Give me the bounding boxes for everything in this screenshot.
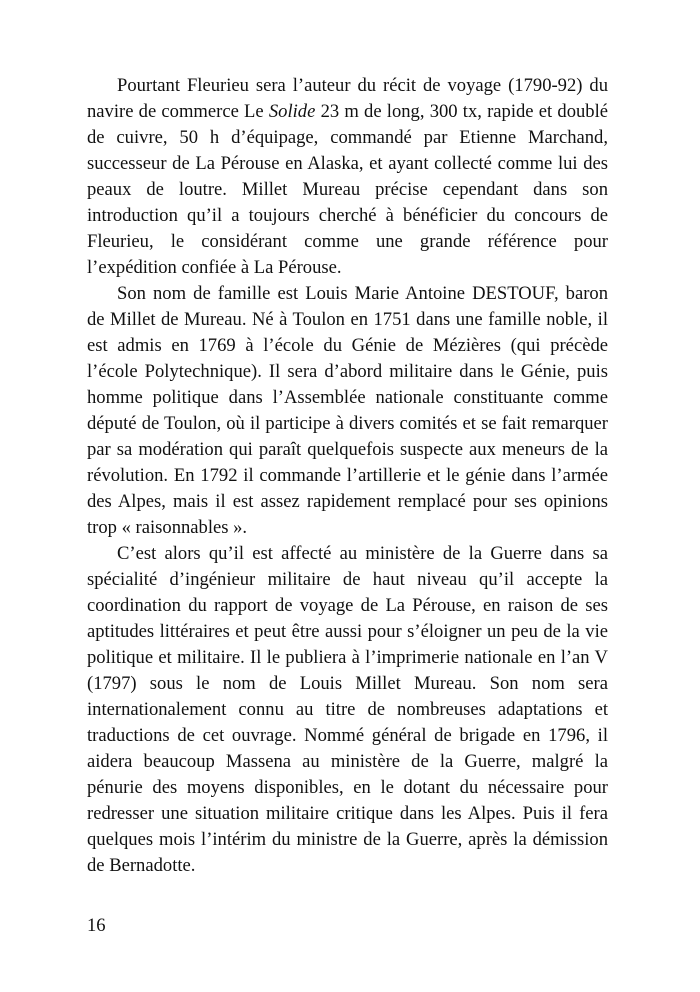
page-number: 16: [87, 915, 106, 936]
paragraph-fleurieu-voyage: [87, 73, 608, 281]
ship-name-italic: Solide: [268, 101, 316, 122]
paragraph-text: Pourtant Fleurieu sera l’auteur du récit de voyage (1790-92) du navire de commerce Le: [87, 75, 608, 122]
paragraph-text: 23 m de long, 300 tx, rapide et doublé de cuivre, 50 h d’équipage, commandé par Etienne Marchand, successeur de La Pérouse en Alaska, et ayant collecté comme lui des peaux de loutre. Millet Mureau précise cependant dans son introduction qu’il a toujours cherché à bénéficier du concours de Fleurieu, le considérant comme une grande référence pour l’expédition confiée à La Pérouse.: [87, 101, 608, 278]
page-body-text: [87, 73, 608, 879]
paragraph-biography: Son nom de famille est Louis Marie Antoine DESTOUF, baron de Millet de Mureau. Né à Toulon en 1751 dans une famille noble, il est admis en 1769 à l’école du Génie de Mézières (qui précède l’école Polytechnique). Il sera d’abord militaire dans le Génie, puis homme politique dans l’Assemblée nationale constituante comme député de Toulon, où il participe à divers comités et se fait remarquer par sa modération qui paraît quelquefois suspecte aux meneurs de la révolution. En 1792 il commande l’artillerie et le génie dans l’armée des Alpes, mais il est assez rapidement remplacé pour ses opinions trop « raisonnables ».: [87, 283, 608, 538]
paragraph-career: C’est alors qu’il est affecté au ministère de la Guerre dans sa spécialité d’ingénieur militaire de haut niveau qu’il accepte la coordination du rapport de voyage de La Pérouse, en raison de ses aptitudes littéraires et peut être aussi pour s’éloigner un peu de la vie politique et militaire. Il le publiera à l’imprimerie nationale en l’an V (1797) sous le nom de Louis Millet Mureau. Son nom sera internationalement connu au titre de nombreuses adaptations et traductions de cet ouvrage. Nommé général de brigade en 1796, il aidera beaucoup Massena au ministère de la Guerre, malgré la pénurie des moyens disponibles, en le dotant du nécessaire pour redresser une situation militaire critique dans les Alpes. Puis il fera quelques mois l’intérim du ministre de la Guerre, après la démission de Bernadotte.: [87, 543, 608, 876]
